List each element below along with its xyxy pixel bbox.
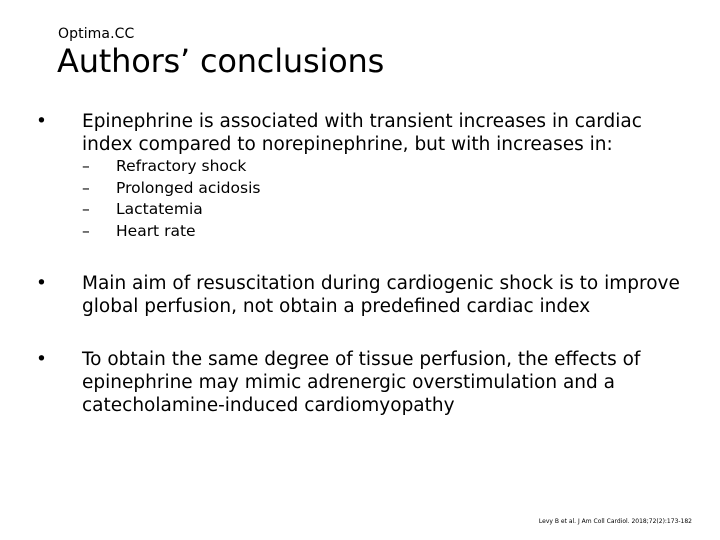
slide-kicker: Optima.CC xyxy=(58,26,135,42)
sub-bullet-item xyxy=(82,156,686,178)
sub-bullet-text: Lactatemia xyxy=(116,200,203,218)
bullet-marker: • xyxy=(36,111,47,132)
sub-bullet-item xyxy=(82,199,686,221)
bullet-list xyxy=(36,110,686,417)
sub-bullet-text: Prolonged acidosis xyxy=(116,178,261,197)
sub-bullet-list xyxy=(82,156,686,242)
sub-bullet-marker: – xyxy=(82,200,90,218)
bullet-marker: • xyxy=(36,273,47,294)
sub-bullet-marker: – xyxy=(82,221,90,240)
bullet-marker: • xyxy=(36,349,47,370)
sub-bullet-marker: – xyxy=(82,178,90,197)
bullet-item xyxy=(36,348,686,417)
bullet-text: Main aim of resuscitation during cardiogenic shock is to improve global perfusion, not obtain a predefined cardiac index xyxy=(82,273,680,317)
slide-title: Authors’ conclusions xyxy=(57,42,385,80)
sub-bullet-item xyxy=(82,178,686,200)
bullet-item xyxy=(36,272,686,318)
sub-bullet-item xyxy=(82,221,686,243)
citation: Levy B et al. J Am Coll Cardiol. 2018;72(2):173-182 xyxy=(538,518,692,525)
sub-bullet-marker: – xyxy=(82,157,90,175)
sub-bullet-text: Heart rate xyxy=(116,221,196,240)
bullet-text: To obtain the same degree of tissue perfusion, the effects of epinephrine may mimic adrenergic overstimulation and a catecholamine-induced cardiomyopathy xyxy=(82,349,641,416)
bullet-text: Epinephrine is associated with transient increases in cardiac index compared to norepinephrine, but with increases in: xyxy=(82,111,642,155)
sub-bullet-text: Refractory shock xyxy=(116,157,247,175)
bullet-item xyxy=(36,110,686,242)
